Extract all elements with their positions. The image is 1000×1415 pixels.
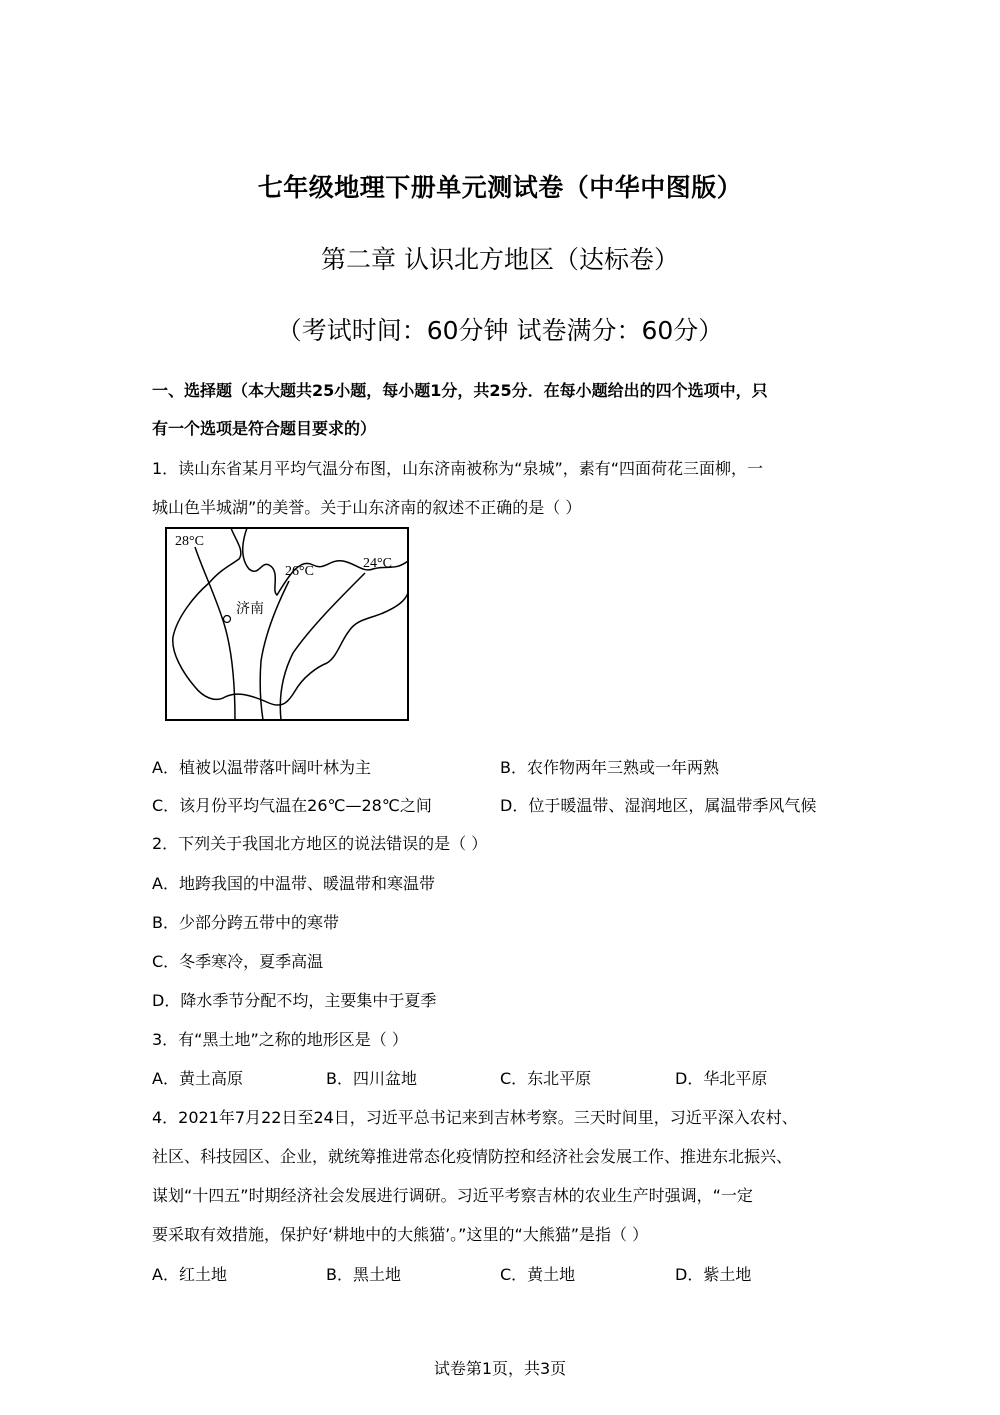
- question-3-stem: 3．有“黑土地”之称的地形区是（ ）: [152, 1030, 408, 1049]
- section-heading-line1: 一、选择题（本大题共25小题，每小题1分，共25分．在每小题给出的四个选项中，只: [152, 381, 768, 400]
- page-footer: 试卷第1页，共3页: [433, 1359, 567, 1378]
- question-3-option-b[interactable]: B．四川盆地: [326, 1069, 417, 1088]
- question-4-option-b[interactable]: B．黑土地: [326, 1265, 401, 1284]
- question-2-option-a[interactable]: A．地跨我国的中温带、暖温带和寒温带: [152, 874, 435, 893]
- question-4-option-d[interactable]: D．紫土地: [675, 1265, 752, 1284]
- section-heading-line2: 有一个选项是符合题目要求的）: [152, 419, 377, 438]
- question-3-option-d[interactable]: D．华北平原: [675, 1069, 768, 1088]
- question-2-option-d[interactable]: D．降水季节分配不均，主要集中于夏季: [152, 991, 437, 1010]
- isotherm-28-label: 28°C: [175, 534, 204, 549]
- question-4-stem-line3: 谋划“十四五”时期经济社会发展进行调研。习近平考察吉林的农业生产时强调，“一定: [152, 1186, 753, 1205]
- question-4-stem-line4: 要采取有效措施，保护好‘耕地中的大熊猫’。”这里的“大熊猫”是指（ ）: [152, 1225, 649, 1244]
- question-1-option-c[interactable]: C．该月份平均气温在26℃—28℃之间: [152, 796, 432, 815]
- jinan-city-label: 济南: [236, 601, 264, 617]
- question-1-stem-line1: 1．读山东省某月平均气温分布图，山东济南被称为“泉城”，素有“四面荷花三面柳，一: [152, 459, 764, 478]
- question-4-stem-line1: 4．2021年7月22日至24日，习近平总书记来到吉林考察。三天时间里，习近平深入农村、: [152, 1108, 798, 1127]
- question-2-stem: 2．下列关于我国北方地区的说法错误的是（ ）: [152, 834, 488, 853]
- temperature-map-figure: [165, 527, 410, 722]
- question-4-option-c[interactable]: C．黄土地: [500, 1265, 576, 1284]
- isotherm-24-label: 24°C: [363, 556, 392, 571]
- question-2-option-c[interactable]: C．冬季寒冷，夏季高温: [152, 952, 324, 971]
- isotherm-26-label: 26°C: [285, 564, 314, 579]
- page-subtitle: 第二章 认识北方地区（达标卷）: [321, 245, 679, 274]
- question-3-option-c[interactable]: C．东北平原: [500, 1069, 592, 1088]
- question-1-stem-line2: 城山色半城湖”的美誉。关于山东济南的叙述不正确的是（ ）: [152, 498, 582, 517]
- question-2-option-b[interactable]: B．少部分跨五带中的寒带: [152, 913, 339, 932]
- jinan-city-marker: [224, 616, 231, 623]
- question-1-option-b[interactable]: B．农作物两年三熟或一年两熟: [500, 758, 719, 777]
- page-title: 七年级地理下册单元测试卷（中华中图版）: [257, 173, 743, 202]
- question-3-option-a[interactable]: A．黄土高原: [152, 1069, 243, 1088]
- question-1-option-d[interactable]: D．位于暖温带、湿润地区，属温带季风气候: [500, 796, 817, 815]
- question-4-stem-line2: 社区、科技园区、企业，就统筹推进常态化疫情防控和经济社会发展工作、推进东北振兴、: [152, 1147, 793, 1166]
- question-1-option-a[interactable]: A．植被以温带落叶阔叶林为主: [152, 758, 371, 777]
- exam-info: （考试时间：60分钟 试卷满分：60分）: [276, 316, 724, 345]
- question-4-option-a[interactable]: A．红土地: [152, 1265, 227, 1284]
